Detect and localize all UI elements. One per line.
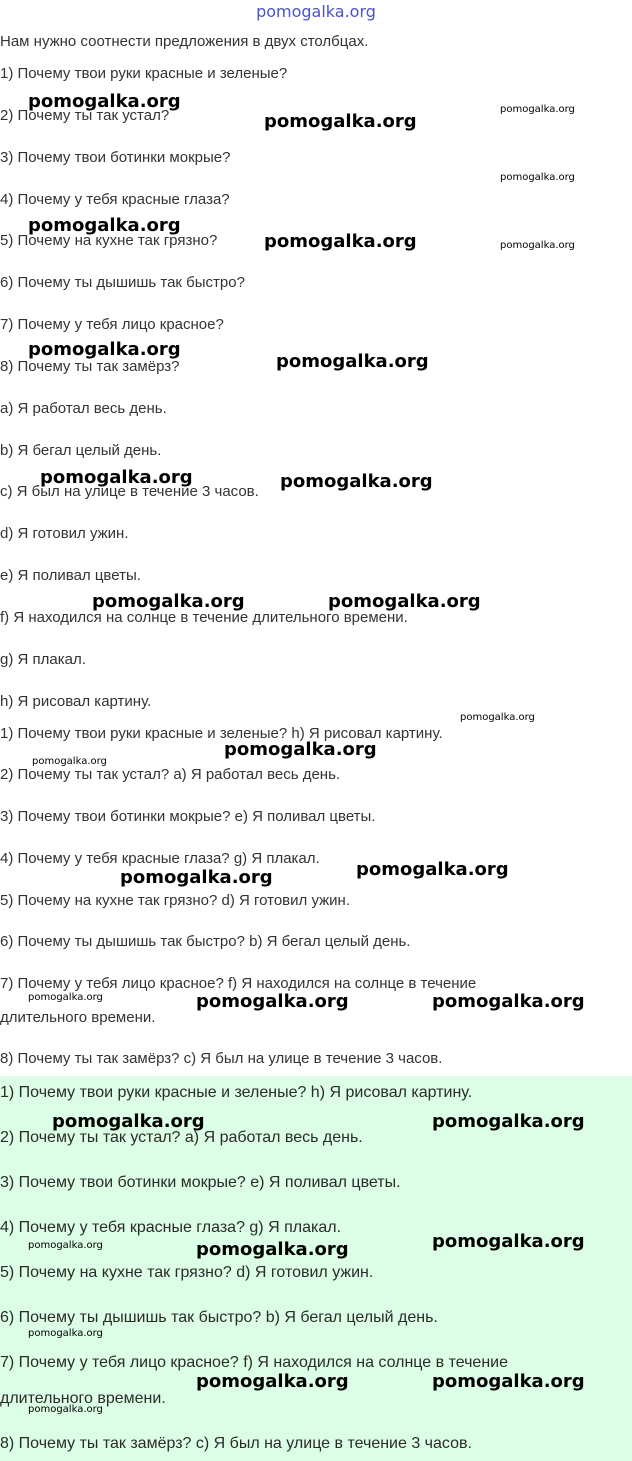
watermark: pomogalka.org [52, 1111, 205, 1132]
watermark: pomogalka.org [224, 739, 377, 760]
watermark: pomogalka.org [28, 91, 181, 112]
watermark: pomogalka.org [264, 231, 417, 252]
watermark: pomogalka.org [40, 467, 193, 488]
watermark: pomogalka.org [264, 111, 417, 132]
watermark: pomogalka.org [432, 1111, 585, 1132]
answer-box-line-4: 4) Почему у тебя красные глаза? g) Я плакал. [0, 1219, 342, 1236]
answer-box-line-5: 5) Почему на кухне так грязно? d) Я готовил ужин. [0, 1264, 374, 1281]
site-header-link[interactable]: pomogalka.org [256, 2, 376, 21]
answer-a: a) Я работал весь день. [0, 400, 167, 417]
answer-e: e) Я поливал цветы. [0, 567, 141, 584]
match-3: 3) Почему твои ботинки мокрые? e) Я поливал цветы. [0, 808, 376, 825]
answer-box-line-7-continued: длительного времени. [0, 1390, 166, 1407]
answer-box-line-7: 7) Почему у тебя лицо красное? f) Я находился на солнце в течение [0, 1354, 508, 1371]
watermark: pomogalka.org [28, 339, 181, 360]
question-2: 2) Почему ты так устал? [0, 107, 170, 124]
match-1: 1) Почему твои руки красные и зеленые? h) Я рисовал картину. [0, 725, 443, 742]
question-6: 6) Почему ты дышишь так быстро? [0, 274, 245, 291]
match-7-continued: длительного времени. [0, 1009, 156, 1026]
watermark: pomogalka.org [196, 991, 349, 1012]
watermark: pomogalka.org [196, 1239, 349, 1260]
watermark: pomogalka.org [120, 867, 273, 888]
watermark: pomogalka.org [276, 351, 429, 372]
intro-text: Нам нужно соотнести предложения в двух столбцах. [0, 33, 369, 50]
answer-box-line-8: 8) Почему ты так замёрз? c) Я был на улице в течение 3 часов. [0, 1435, 472, 1452]
watermark: pomogalka.org [500, 240, 575, 251]
answer-box-line-6: 6) Почему ты дышишь так быстро? b) Я бегал целый день. [0, 1309, 438, 1326]
question-3: 3) Почему твои ботинки мокрые? [0, 149, 231, 166]
answer-f: f) Я находился на солнце в течение длительного времени. [0, 609, 408, 626]
answer-box-line-1: 1) Почему твои руки красные и зеленые? h) Я рисовал картину. [0, 1084, 473, 1101]
question-4: 4) Почему у тебя красные глаза? [0, 191, 230, 208]
match-5: 5) Почему на кухне так грязно? d) Я готовил ужин. [0, 892, 350, 909]
watermark: pomogalka.org [500, 104, 575, 115]
question-7: 7) Почему у тебя лицо красное? [0, 316, 224, 333]
watermark: pomogalka.org [356, 859, 509, 880]
answer-b: b) Я бегал целый день. [0, 442, 162, 459]
watermark: pomogalka.org [432, 1371, 585, 1392]
watermark: pomogalka.org [328, 591, 481, 612]
answer-c: c) Я был на улице в течение 3 часов. [0, 483, 259, 500]
watermark: pomogalka.org [196, 1371, 349, 1392]
match-2: 2) Почему ты так устал? a) Я работал весь день. [0, 766, 341, 783]
match-8: 8) Почему ты так замёрз? c) Я был на улице в течение 3 часов. [0, 1050, 443, 1067]
watermark: pomogalka.org [280, 471, 433, 492]
watermark: pomogalka.org [500, 172, 575, 183]
watermark: pomogalka.org [28, 1404, 103, 1415]
watermark: pomogalka.org [28, 992, 103, 1003]
match-7: 7) Почему у тебя лицо красное? f) Я находился на солнце в течение [0, 975, 477, 992]
answer-g: g) Я плакал. [0, 651, 86, 668]
answer-d: d) Я готовил ужин. [0, 525, 129, 542]
match-4: 4) Почему у тебя красные глаза? g) Я плакал. [0, 850, 320, 867]
watermark: pomogalka.org [28, 1328, 103, 1339]
watermark: pomogalka.org [92, 591, 245, 612]
question-8: 8) Почему ты так замёрз? [0, 358, 180, 375]
question-5: 5) Почему на кухне так грязно? [0, 232, 218, 249]
match-6: 6) Почему ты дышишь так быстро? b) Я бегал целый день. [0, 933, 411, 950]
watermark: pomogalka.org [432, 991, 585, 1012]
answer-box-line-2: 2) Почему ты так устал? a) Я работал весь день. [0, 1129, 363, 1146]
watermark: pomogalka.org [28, 215, 181, 236]
answer-box-line-3: 3) Почему твои ботинки мокрые? e) Я поливал цветы. [0, 1174, 401, 1191]
question-1: 1) Почему твои руки красные и зеленые? [0, 65, 288, 82]
watermark: pomogalka.org [32, 756, 107, 767]
watermark: pomogalka.org [432, 1231, 585, 1252]
answer-h: h) Я рисовал картину. [0, 693, 152, 710]
watermark: pomogalka.org [28, 1240, 103, 1251]
watermark: pomogalka.org [460, 712, 535, 723]
